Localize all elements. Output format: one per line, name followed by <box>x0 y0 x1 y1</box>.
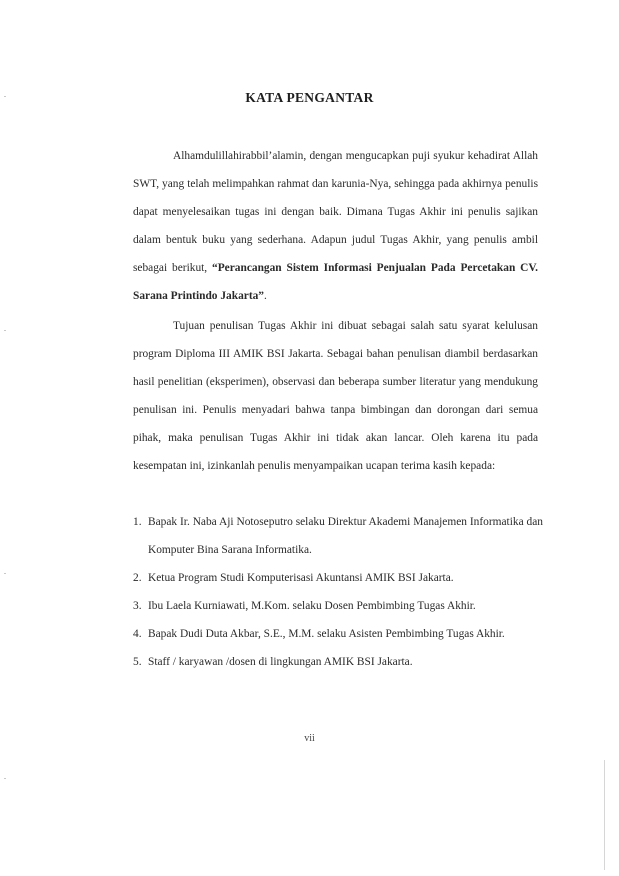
thesis-title: “Perancangan Sistem Informasi Penjualan Pada Percetakan CV. Sarana Printindo Jakarta” <box>133 262 538 303</box>
list-item-number: 3. <box>133 600 142 613</box>
scan-speck <box>4 96 6 97</box>
paragraph-opening-text: Alhamdulillahirabbil’alamin, dengan mengucapkan puji syukur kehadirat Allah SWT, yang telah melimpahkan rahmat dan karunia-Nya, sehingga pada akhirnya penulis dapat menyelesaikan tugas ini dengan baik. Dimana Tugas Akhir ini penulis sajikan dalam bentuk buku yang sederhana. Adapun judul Tugas Akhir, yang penulis ambil sebagai berikut, <box>133 150 538 275</box>
list-item <box>133 620 543 648</box>
list-item <box>133 564 543 592</box>
scan-speck <box>4 778 6 779</box>
scan-edge-mark <box>604 760 605 870</box>
list-item-text: Staff / karyawan /dosen di lingkungan AMIK BSI Jakarta. <box>148 656 413 669</box>
paragraph-opening-end: . <box>264 290 267 303</box>
paragraph-purpose: Tujuan penulisan Tugas Akhir ini dibuat sebagai salah satu syarat kelulusan program Diploma III AMIK BSI Jakarta. Sebagai bahan penulisan diambil berdasarkan hasil penelitian (eksperimen), observasi dan beberapa sumber literatur yang mendukung penulisan ini. Penulis menyadari bahwa tanpa bimbingan dan dorongan dari semua pihak, maka penulisan Tugas Akhir ini tidak akan lancar. Oleh karena itu pada kesempatan ini, izinkanlah penulis menyampaikan ucapan terima kasih kepada: <box>133 320 538 473</box>
scan-speck <box>4 330 6 331</box>
paragraph-opening <box>133 142 538 311</box>
list-item-text: Bapak Ir. Naba Aji Notoseputro selaku Direktur Akademi Manajemen Informatika dan Komputer Bina Sarana Informatika. <box>148 516 543 557</box>
page-number: vii <box>304 733 315 744</box>
list-item-text: Bapak Dudi Duta Akbar, S.E., M.M. selaku Asisten Pembimbing Tugas Akhir. <box>148 628 505 641</box>
acknowledgement-list <box>133 508 543 677</box>
list-item-number: 5. <box>133 656 142 669</box>
list-item-number: 2. <box>133 572 142 585</box>
list-item <box>133 648 543 676</box>
list-item-text: Ketua Program Studi Komputerisasi Akuntansi AMIK BSI Jakarta. <box>148 572 454 585</box>
list-item <box>133 508 543 564</box>
scan-speck <box>4 573 6 574</box>
list-item <box>133 592 543 620</box>
list-item-text: Ibu Laela Kurniawati, M.Kom. selaku Dosen Pembimbing Tugas Akhir. <box>148 600 476 613</box>
list-item-number: 4. <box>133 628 142 641</box>
list-item-number: 1. <box>133 516 142 528</box>
page-title: KATA PENGANTAR <box>245 90 374 105</box>
